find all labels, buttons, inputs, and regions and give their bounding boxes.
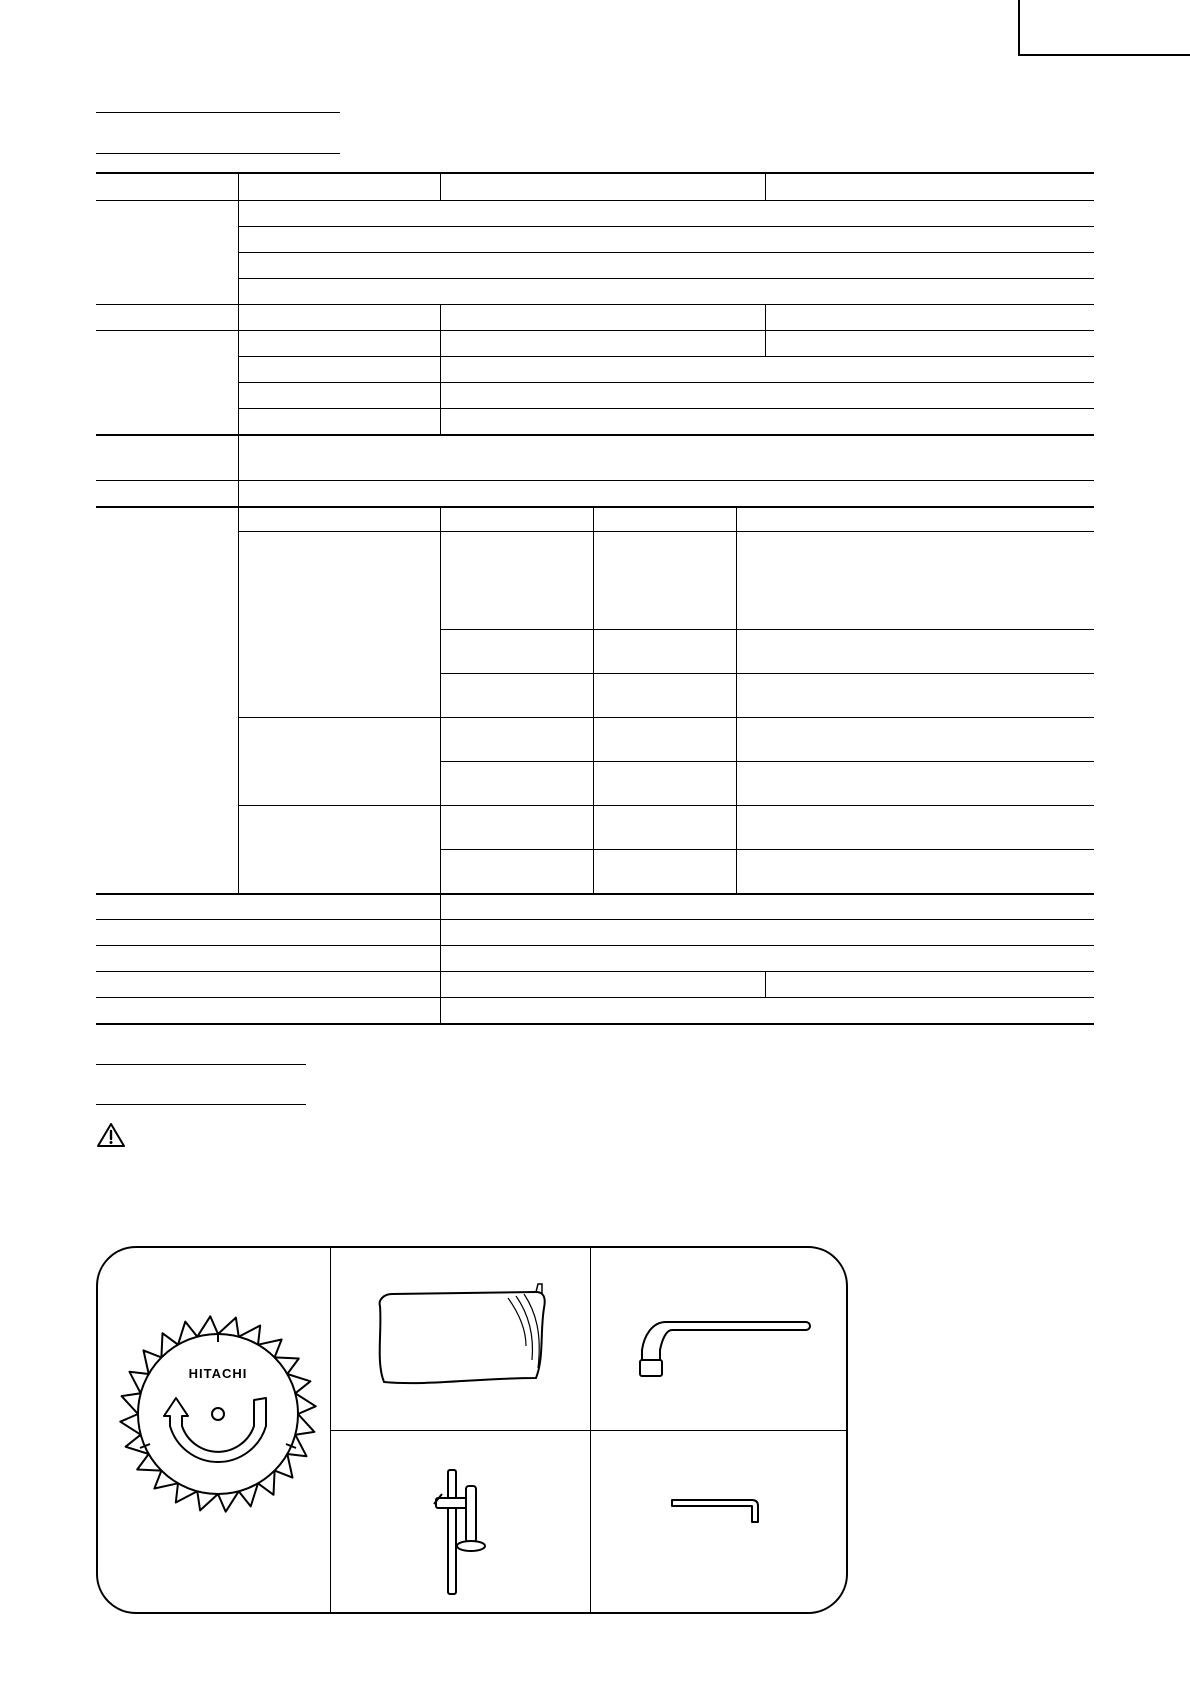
warning-icon bbox=[96, 1122, 126, 1148]
page-number-tab bbox=[1018, 0, 1190, 56]
saw-blade-icon bbox=[112, 1308, 324, 1520]
box-wrench-icon bbox=[628, 1310, 818, 1390]
saw-blade-brand-label: HITACHI bbox=[188, 1366, 248, 1381]
vise-assembly-icon bbox=[412, 1460, 512, 1600]
hex-bar-wrench-icon bbox=[668, 1492, 768, 1532]
dust-bag-icon bbox=[358, 1282, 568, 1388]
accessories-panel bbox=[96, 1246, 848, 1614]
